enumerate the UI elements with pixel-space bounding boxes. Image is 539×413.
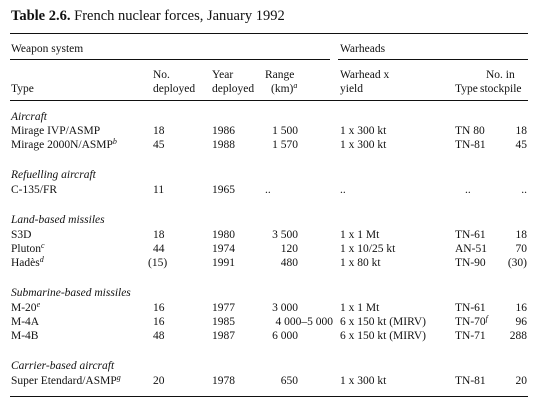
row-stockpile: 288 <box>509 330 527 342</box>
row-warhead-yield: 1 x 300 kt <box>340 125 387 137</box>
header-range-line1: Range <box>265 69 295 81</box>
header-bottom-rule <box>10 100 528 101</box>
row-warhead-type: TN-81 <box>455 375 486 387</box>
row-warhead-type: TN-61 <box>455 229 486 241</box>
row-warhead-type: TN-90 <box>455 257 486 269</box>
row-year: 1991 <box>212 257 235 269</box>
section-heading-refuelling: Refuelling aircraft <box>11 169 96 181</box>
row-warhead-type: TN 80 <box>455 125 485 137</box>
row-type: C-135/FR <box>11 184 58 196</box>
row-warhead-yield: 6 x 150 kt (MIRV) <box>340 330 426 342</box>
row-deployed: 44 <box>153 243 165 255</box>
footnote-marker: c <box>41 241 45 250</box>
row-range: 3 500 <box>272 229 298 241</box>
row-warhead-yield: 1 x 1 Mt <box>340 229 380 241</box>
row-warhead-type: TN-81 <box>455 139 486 151</box>
header-no-deployed-line1: No. <box>153 69 170 81</box>
row-warhead-type: TN-70$^f$ <box>455 314 488 328</box>
row-stockpile: 45 <box>515 139 527 151</box>
row-range: 6 000 <box>272 330 298 342</box>
header-stockpile: stockpile <box>480 83 522 95</box>
header-warheads: Warheads <box>340 43 386 55</box>
row-range: 1 500 <box>272 125 298 137</box>
row-type: Pluton$^c$ <box>11 241 45 255</box>
row-type: M-4B <box>11 330 39 342</box>
row-warhead-type: TN-61 <box>455 302 486 314</box>
header-year-line1: Year <box>212 69 234 81</box>
row-year: 1980 <box>212 229 235 241</box>
row-range: 3 000 <box>272 302 298 314</box>
row-year: 1974 <box>212 243 235 255</box>
row-warhead-yield: .. <box>340 184 346 196</box>
row-stockpile: 70 <box>515 243 527 255</box>
row-deployed: 20 <box>153 375 165 387</box>
header-warhead-yield-line1: Warhead x <box>340 69 390 81</box>
table-title <box>11 8 285 25</box>
section-heading-submarine-based: Submarine-based missiles <box>11 287 131 299</box>
row-deployed: 48 <box>153 330 165 342</box>
row-type: M-4A <box>11 316 40 328</box>
section-heading-aircraft: Aircraft <box>11 111 47 123</box>
header-range-line2: (km)$^a$ <box>271 81 298 95</box>
header-warhead-type: Type <box>455 83 478 95</box>
row-deployed: 45 <box>153 139 165 151</box>
row-warhead-yield: 1 x 80 kt <box>340 257 381 269</box>
row-deployed: (15) <box>148 257 168 269</box>
row-type: Mirage 2000N/ASMP$^b$ <box>11 137 117 151</box>
row-warhead-yield: 1 x 1 Mt <box>340 302 380 314</box>
row-warhead-yield: 1 x 300 kt <box>340 139 387 151</box>
warheads-group-rule <box>338 59 528 60</box>
header-no-deployed-line2: deployed <box>153 83 196 95</box>
row-type: Hadès$^d$ <box>11 255 44 269</box>
row-stockpile: 18 <box>515 125 527 137</box>
footnote-marker: b <box>112 137 117 146</box>
row-warhead-yield: 1 x 300 kt <box>340 375 387 387</box>
section-heading-land-based: Land-based missiles <box>11 214 105 226</box>
header-no-in-stockpile-line1: No. in <box>486 69 515 81</box>
row-deployed: 16 <box>153 316 165 328</box>
row-range: 120 <box>280 243 298 255</box>
row-deployed: 11 <box>153 184 165 196</box>
row-range: 4 000–5 000 <box>275 316 333 328</box>
row-year: 1988 <box>212 139 235 151</box>
row-stockpile: 18 <box>515 229 527 241</box>
row-year: 1977 <box>212 302 235 314</box>
row-stockpile: .. <box>521 184 527 196</box>
row-year: 1985 <box>212 316 235 328</box>
row-warhead-yield: 6 x 150 kt (MIRV) <box>340 316 426 328</box>
row-range: .. <box>265 184 271 196</box>
footnote-marker: f <box>485 314 488 323</box>
row-stockpile: 16 <box>515 302 527 314</box>
bottom-rule <box>10 396 528 397</box>
header-year-line2: deployed <box>212 83 255 95</box>
row-year: 1978 <box>212 375 235 387</box>
row-warhead-type: .. <box>465 184 471 196</box>
range-footnote-marker: a <box>293 81 298 90</box>
row-year: 1965 <box>212 184 235 196</box>
row-stockpile: 96 <box>515 316 527 328</box>
row-type: M-20e <box>11 300 41 314</box>
row-stockpile: 20 <box>515 375 527 387</box>
footnote-marker: g <box>116 373 121 382</box>
section-heading-carrier-based: Carrier-based aircraft <box>11 360 115 372</box>
row-range: 650 <box>280 375 298 387</box>
row-type: Mirage IVP/ASMP <box>11 125 101 137</box>
header-warhead-yield-line2: yield <box>340 83 363 95</box>
table-caption: French nuclear forces, January 1992 <box>74 8 285 24</box>
row-year: 1986 <box>212 125 235 137</box>
row-type: S3D <box>11 229 32 241</box>
weapon-group-rule <box>10 59 330 60</box>
row-range: 1 570 <box>272 139 298 151</box>
row-type: Super Etendard/ASMP$^g$ <box>11 373 121 387</box>
footnote-marker: d <box>39 255 44 264</box>
row-deployed: 16 <box>153 302 165 314</box>
row-warhead-yield: 1 x 10/25 kt <box>340 243 396 255</box>
row-warhead-type: TN-71 <box>455 330 486 342</box>
table-number: Table 2.6. <box>11 8 71 24</box>
row-deployed: 18 <box>153 229 165 241</box>
header-weapon-system: Weapon system <box>11 43 84 55</box>
header-type: Type <box>11 83 34 95</box>
top-rule <box>10 33 528 34</box>
row-deployed: 18 <box>153 125 165 137</box>
row-year: 1987 <box>212 330 235 342</box>
row-warhead-type: AN-51 <box>455 243 487 255</box>
row-range: 480 <box>280 257 298 269</box>
footnote-marker: e <box>36 300 41 309</box>
row-stockpile: (30) <box>507 257 527 269</box>
